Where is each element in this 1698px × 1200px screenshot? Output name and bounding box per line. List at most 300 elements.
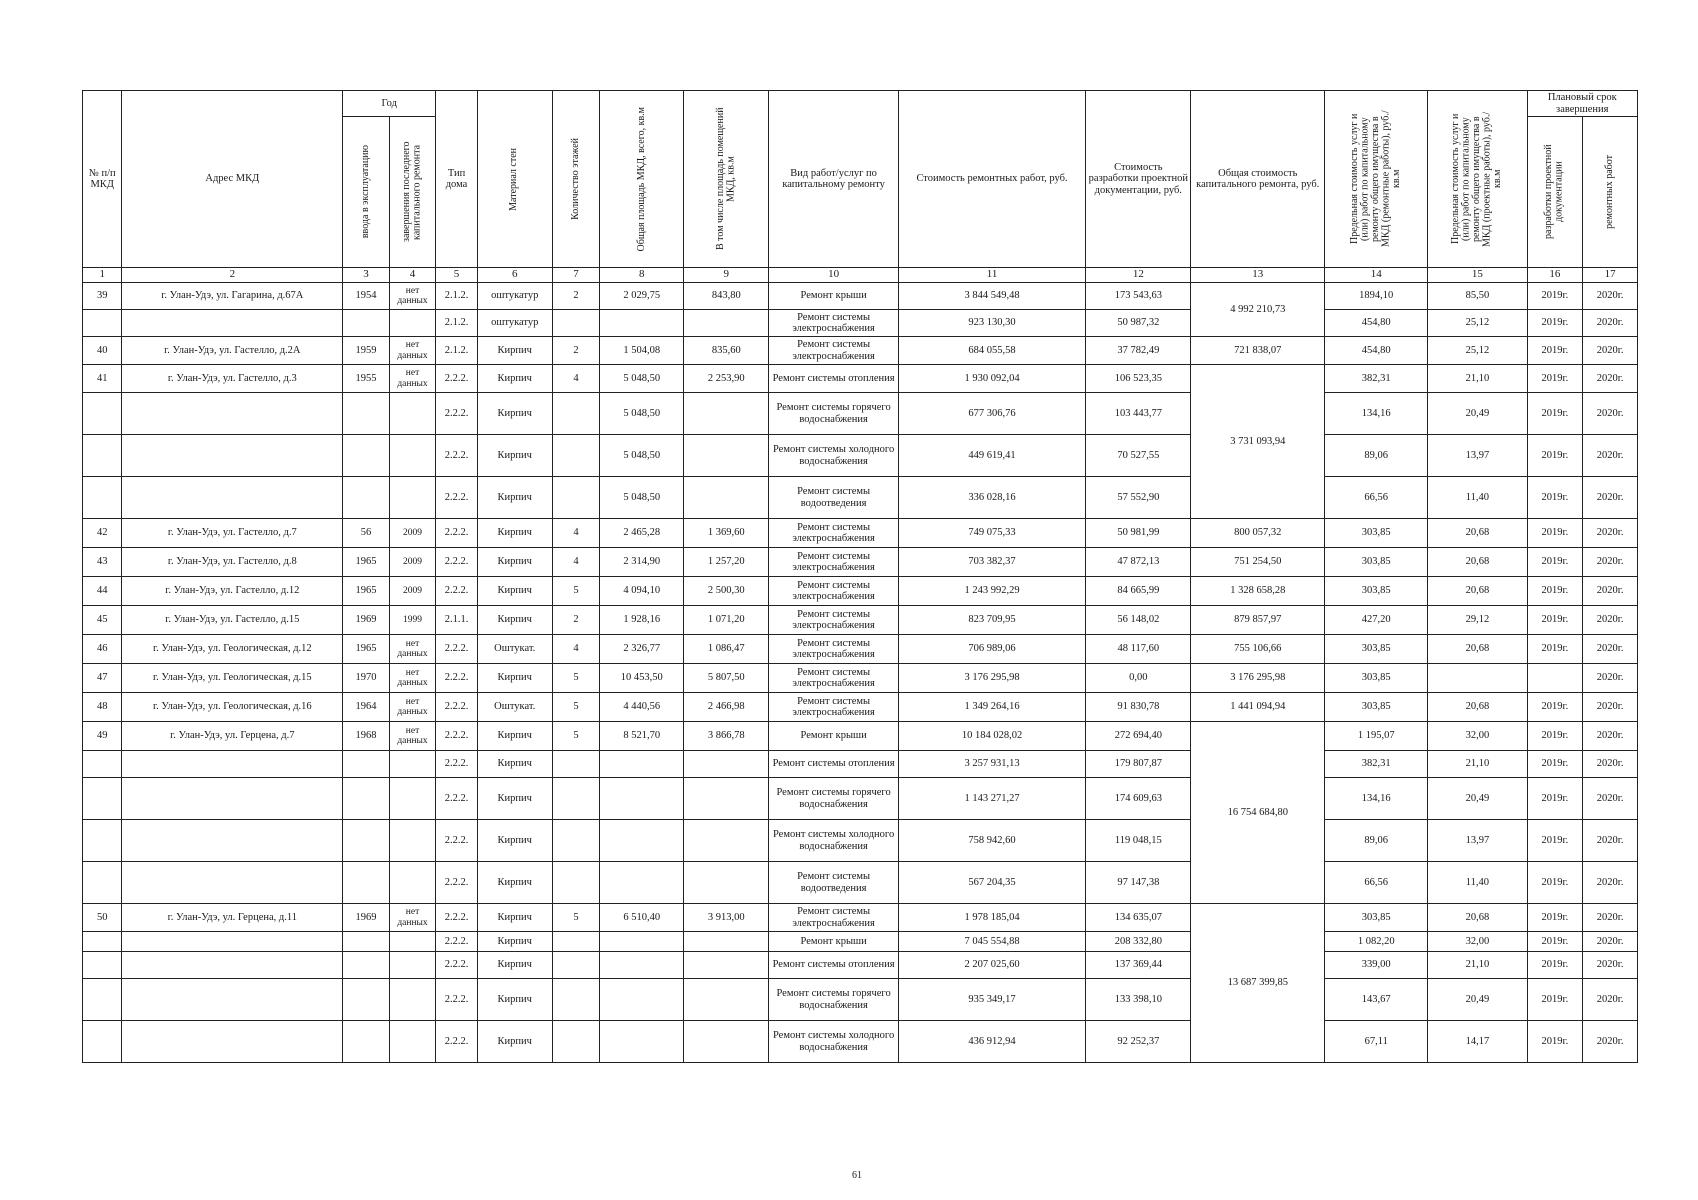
- cell-floors: 4: [552, 635, 600, 664]
- table-row: [83, 477, 1638, 519]
- cell-total-area: 2 029,75: [600, 283, 684, 310]
- cell-deadline-design: 2019г.: [1527, 519, 1583, 548]
- cell-premises-area: 1 369,60: [684, 519, 769, 548]
- cell-address: г. Улан-Удэ, ул. Гастелло, д.15: [122, 606, 343, 635]
- cell-house-type: 2.2.2.: [436, 778, 478, 820]
- cell-design-cost: 134 635,07: [1086, 904, 1191, 932]
- cell-address: г. Улан-Удэ, ул. Гастелло, д.3: [122, 365, 343, 393]
- cell-premises-area: [684, 310, 769, 337]
- column-number: 8: [600, 268, 684, 283]
- cell-total-area: [600, 751, 684, 778]
- cell-premises-area: 1 071,20: [684, 606, 769, 635]
- cell-house-type: 2.2.2.: [436, 932, 478, 952]
- header-house-type: Тип дома: [436, 91, 478, 268]
- cell-deadline-repair: 2020г.: [1583, 904, 1638, 932]
- cell-limit-repair: 303,85: [1325, 519, 1428, 548]
- cell-num: 47: [83, 664, 122, 693]
- cell-house-type: 2.2.2.: [436, 477, 478, 519]
- cell-deadline-design: [1527, 664, 1583, 693]
- cell-year-last-repair: 2009: [389, 577, 436, 606]
- cell-total-area: 5 048,50: [600, 393, 684, 435]
- cell-premises-area: [684, 820, 769, 862]
- cell-repair-cost: 567 204,35: [898, 862, 1085, 904]
- cell-address: [122, 932, 343, 952]
- cell-house-type: 2.2.2.: [436, 952, 478, 979]
- cell-address: г. Улан-Удэ, ул. Геологическая, д.12: [122, 635, 343, 664]
- cell-num: 48: [83, 693, 122, 722]
- cell-address: г. Улан-Удэ, ул. Гастелло, д.2А: [122, 337, 343, 365]
- cell-limit-design: 20,68: [1428, 635, 1527, 664]
- cell-repair-cost: 336 028,16: [898, 477, 1085, 519]
- table-row: [83, 365, 1638, 393]
- cell-address: [122, 393, 343, 435]
- cell-repair-cost: 677 306,76: [898, 393, 1085, 435]
- cell-address: г. Улан-Удэ, ул. Герцена, д.7: [122, 722, 343, 751]
- cell-year-commission: 1959: [343, 337, 390, 365]
- cell-floors: 2: [552, 283, 600, 310]
- cell-floors: [552, 820, 600, 862]
- cell-num: 49: [83, 722, 122, 751]
- cell-floors: 2: [552, 606, 600, 635]
- header-wall-material-text: Материал стен: [508, 147, 520, 211]
- column-number: 6: [477, 268, 552, 283]
- column-number: 5: [436, 268, 478, 283]
- table-row: [83, 393, 1638, 435]
- cell-num: [83, 477, 122, 519]
- cell-house-type: 2.2.2.: [436, 635, 478, 664]
- table-row: [83, 635, 1638, 664]
- cell-design-cost: 48 117,60: [1086, 635, 1191, 664]
- cell-total-cost: 13 687 399,85: [1191, 904, 1325, 1063]
- table-row: [83, 932, 1638, 952]
- table-row: [83, 778, 1638, 820]
- cell-num: 42: [83, 519, 122, 548]
- cell-limit-design: 11,40: [1428, 862, 1527, 904]
- cell-repair-cost: 758 942,60: [898, 820, 1085, 862]
- cell-design-cost: 174 609,63: [1086, 778, 1191, 820]
- cell-work-type: Ремонт крыши: [769, 932, 899, 952]
- cell-num: 43: [83, 548, 122, 577]
- cell-limit-design: 21,10: [1428, 365, 1527, 393]
- cell-total-cost: 800 057,32: [1191, 519, 1325, 548]
- cell-wall-material: Кирпич: [477, 519, 552, 548]
- cell-design-cost: 272 694,40: [1086, 722, 1191, 751]
- cell-deadline-repair: 2020г.: [1583, 1021, 1638, 1063]
- cell-deadline-repair: 2020г.: [1583, 519, 1638, 548]
- cell-limit-repair: 1 195,07: [1325, 722, 1428, 751]
- cell-year-last-repair: нет данных: [389, 337, 436, 365]
- cell-deadline-repair: 2020г.: [1583, 577, 1638, 606]
- cell-work-type: Ремонт системы электроснабжения: [769, 519, 899, 548]
- cell-limit-repair: 66,56: [1325, 477, 1428, 519]
- cell-total-area: [600, 1021, 684, 1063]
- cell-repair-cost: 3 257 931,13: [898, 751, 1085, 778]
- cell-total-area: 5 048,50: [600, 477, 684, 519]
- cell-limit-repair: 303,85: [1325, 577, 1428, 606]
- cell-limit-design: 32,00: [1428, 722, 1527, 751]
- cell-address: [122, 477, 343, 519]
- header-limit-repair-text: Предельная стоимость услуг и (или) работ по капитальному ремонту общего имущества в МКД (ремонтные работы), руб./кв.м: [1348, 110, 1402, 248]
- cell-floors: [552, 778, 600, 820]
- cell-limit-design: 14,17: [1428, 1021, 1527, 1063]
- cell-deadline-design: 2019г.: [1527, 577, 1583, 606]
- cell-design-cost: 0,00: [1086, 664, 1191, 693]
- cell-house-type: 2.1.2.: [436, 337, 478, 365]
- header-premises-area: [684, 91, 769, 268]
- cell-limit-design: 20,49: [1428, 979, 1527, 1021]
- cell-premises-area: 3 866,78: [684, 722, 769, 751]
- cell-floors: [552, 435, 600, 477]
- cell-total-area: 2 465,28: [600, 519, 684, 548]
- table-row: [83, 751, 1638, 778]
- cell-num: [83, 310, 122, 337]
- cell-year-commission: 1955: [343, 365, 390, 393]
- cell-deadline-design: 2019г.: [1527, 693, 1583, 722]
- cell-deadline-design: 2019г.: [1527, 862, 1583, 904]
- cell-floors: 5: [552, 577, 600, 606]
- cell-total-area: [600, 932, 684, 952]
- cell-limit-repair: 303,85: [1325, 664, 1428, 693]
- cell-deadline-repair: 2020г.: [1583, 693, 1638, 722]
- cell-deadline-design: 2019г.: [1527, 548, 1583, 577]
- cell-deadline-repair: 2020г.: [1583, 310, 1638, 337]
- cell-floors: [552, 477, 600, 519]
- cell-deadline-repair: 2020г.: [1583, 722, 1638, 751]
- cell-total-cost: 755 106,66: [1191, 635, 1325, 664]
- header-year-commission-text: ввода в эксплуатацию: [359, 145, 371, 239]
- cell-premises-area: [684, 477, 769, 519]
- header-year-group: Год: [343, 91, 436, 117]
- cell-deadline-design: 2019г.: [1527, 932, 1583, 952]
- cell-limit-design: 11,40: [1428, 477, 1527, 519]
- cell-deadline-repair: 2020г.: [1583, 862, 1638, 904]
- cell-premises-area: 835,60: [684, 337, 769, 365]
- cell-limit-repair: 303,85: [1325, 693, 1428, 722]
- cell-address: г. Улан-Удэ, ул. Герцена, д.11: [122, 904, 343, 932]
- column-number: 1: [83, 268, 122, 283]
- cell-num: 46: [83, 635, 122, 664]
- cell-year-commission: [343, 477, 390, 519]
- cell-total-area: 5 048,50: [600, 365, 684, 393]
- cell-year-last-repair: нет данных: [389, 693, 436, 722]
- cell-limit-repair: 89,06: [1325, 435, 1428, 477]
- cell-design-cost: 56 148,02: [1086, 606, 1191, 635]
- table-row: [83, 548, 1638, 577]
- cell-total-cost: 3 176 295,98: [1191, 664, 1325, 693]
- cell-house-type: 2.2.2.: [436, 904, 478, 932]
- cell-premises-area: 2 466,98: [684, 693, 769, 722]
- table-row: [83, 904, 1638, 932]
- cell-year-last-repair: [389, 751, 436, 778]
- header-year-commission: [343, 117, 390, 268]
- cell-num: [83, 751, 122, 778]
- cell-floors: 5: [552, 904, 600, 932]
- cell-deadline-repair: 2020г.: [1583, 606, 1638, 635]
- cell-year-last-repair: [389, 778, 436, 820]
- header-num: № п/п МКД: [83, 91, 122, 268]
- cell-limit-design: 21,10: [1428, 952, 1527, 979]
- cell-year-commission: [343, 1021, 390, 1063]
- table-row: [83, 693, 1638, 722]
- cell-design-cost: 57 552,90: [1086, 477, 1191, 519]
- cell-limit-design: 20,68: [1428, 693, 1527, 722]
- cell-total-area: 1 504,08: [600, 337, 684, 365]
- cell-limit-repair: 427,20: [1325, 606, 1428, 635]
- cell-work-type: Ремонт системы горячего водоснабжения: [769, 778, 899, 820]
- cell-work-type: Ремонт системы электроснабжения: [769, 548, 899, 577]
- cell-year-last-repair: нет данных: [389, 635, 436, 664]
- cell-repair-cost: 10 184 028,02: [898, 722, 1085, 751]
- cell-limit-design: 20,68: [1428, 904, 1527, 932]
- cell-wall-material: Оштукат.: [477, 693, 552, 722]
- header-deadline-design: [1527, 117, 1583, 268]
- header-repair-cost: Стоимость ремонтных работ, руб.: [898, 91, 1085, 268]
- cell-work-type: Ремонт системы отопления: [769, 751, 899, 778]
- cell-limit-repair: 303,85: [1325, 904, 1428, 932]
- header-premises-area-text: В том числе площадь помещений МКД, кв.м: [714, 107, 737, 251]
- cell-deadline-design: 2019г.: [1527, 337, 1583, 365]
- cell-design-cost: 47 872,13: [1086, 548, 1191, 577]
- cell-floors: [552, 979, 600, 1021]
- cell-repair-cost: 2 207 025,60: [898, 952, 1085, 979]
- header-limit-repair: [1325, 91, 1428, 268]
- cell-num: 40: [83, 337, 122, 365]
- cell-premises-area: [684, 393, 769, 435]
- cell-year-commission: [343, 310, 390, 337]
- cell-deadline-design: 2019г.: [1527, 778, 1583, 820]
- cell-num: [83, 979, 122, 1021]
- cell-premises-area: 5 807,50: [684, 664, 769, 693]
- cell-premises-area: [684, 932, 769, 952]
- cell-wall-material: Кирпич: [477, 862, 552, 904]
- cell-house-type: 2.1.2.: [436, 283, 478, 310]
- cell-wall-material: Кирпич: [477, 435, 552, 477]
- cell-year-last-repair: нет данных: [389, 722, 436, 751]
- cell-year-commission: [343, 435, 390, 477]
- cell-house-type: 2.2.2.: [436, 820, 478, 862]
- cell-wall-material: Кирпич: [477, 365, 552, 393]
- cell-deadline-design: 2019г.: [1527, 310, 1583, 337]
- cell-year-last-repair: нет данных: [389, 283, 436, 310]
- cell-wall-material: Кирпич: [477, 952, 552, 979]
- cell-total-cost: 879 857,97: [1191, 606, 1325, 635]
- cell-house-type: 2.2.2.: [436, 979, 478, 1021]
- cell-wall-material: Кирпич: [477, 477, 552, 519]
- cell-floors: 4: [552, 365, 600, 393]
- cell-year-commission: [343, 778, 390, 820]
- cell-work-type: Ремонт системы водоотведения: [769, 862, 899, 904]
- cell-address: [122, 435, 343, 477]
- cell-premises-area: [684, 952, 769, 979]
- cell-house-type: 2.2.2.: [436, 435, 478, 477]
- column-number: 14: [1325, 268, 1428, 283]
- cell-total-area: 1 928,16: [600, 606, 684, 635]
- cell-limit-design: 13,97: [1428, 820, 1527, 862]
- cell-limit-design: 20,68: [1428, 519, 1527, 548]
- cell-year-last-repair: нет данных: [389, 365, 436, 393]
- cell-house-type: 2.2.2.: [436, 519, 478, 548]
- cell-address: г. Улан-Удэ, ул. Гагарина, д.67А: [122, 283, 343, 310]
- cell-deadline-repair: 2020г.: [1583, 283, 1638, 310]
- cell-work-type: Ремонт системы электроснабжения: [769, 606, 899, 635]
- cell-total-area: [600, 862, 684, 904]
- cell-address: [122, 952, 343, 979]
- cell-wall-material: Кирпич: [477, 904, 552, 932]
- cell-premises-area: 843,80: [684, 283, 769, 310]
- cell-limit-repair: 134,16: [1325, 393, 1428, 435]
- cell-total-area: [600, 820, 684, 862]
- cell-total-area: 6 510,40: [600, 904, 684, 932]
- cell-work-type: Ремонт системы отопления: [769, 365, 899, 393]
- cell-limit-design: 25,12: [1428, 310, 1527, 337]
- cell-design-cost: 50 987,32: [1086, 310, 1191, 337]
- header-design-cost: Стоимость разработки проектной документации, руб.: [1086, 91, 1191, 268]
- cell-repair-cost: 706 989,06: [898, 635, 1085, 664]
- table-row: [83, 337, 1638, 365]
- cell-work-type: Ремонт системы отопления: [769, 952, 899, 979]
- header-year-last-repair-text: завершения последнего капитального ремонта: [401, 141, 423, 243]
- cell-house-type: 2.2.2.: [436, 862, 478, 904]
- cell-deadline-design: 2019г.: [1527, 820, 1583, 862]
- header-floors: [552, 91, 600, 268]
- cell-floors: [552, 310, 600, 337]
- cell-address: [122, 979, 343, 1021]
- cell-house-type: 2.2.2.: [436, 1021, 478, 1063]
- cell-deadline-design: 2019г.: [1527, 635, 1583, 664]
- cell-num: [83, 862, 122, 904]
- cell-house-type: 2.2.2.: [436, 548, 478, 577]
- cell-design-cost: 179 807,87: [1086, 751, 1191, 778]
- cell-floors: 5: [552, 722, 600, 751]
- cell-num: [83, 820, 122, 862]
- cell-limit-repair: 303,85: [1325, 548, 1428, 577]
- cell-repair-cost: 823 709,95: [898, 606, 1085, 635]
- cell-total-cost: 721 838,07: [1191, 337, 1325, 365]
- cell-deadline-design: 2019г.: [1527, 952, 1583, 979]
- cell-limit-design: [1428, 664, 1527, 693]
- cell-num: [83, 932, 122, 952]
- cell-wall-material: Оштукат.: [477, 635, 552, 664]
- cell-floors: [552, 393, 600, 435]
- header-deadline-repair-text: ремонтных работ: [1603, 155, 1615, 229]
- cell-deadline-repair: 2020г.: [1583, 393, 1638, 435]
- cell-year-commission: 1970: [343, 664, 390, 693]
- cell-total-area: 4 440,56: [600, 693, 684, 722]
- cell-address: [122, 820, 343, 862]
- cell-total-area: [600, 952, 684, 979]
- cell-wall-material: Кирпич: [477, 606, 552, 635]
- cell-address: г. Улан-Удэ, ул. Гастелло, д.7: [122, 519, 343, 548]
- cell-year-commission: 1969: [343, 904, 390, 932]
- cell-num: 41: [83, 365, 122, 393]
- cell-wall-material: Кирпич: [477, 778, 552, 820]
- cell-num: [83, 1021, 122, 1063]
- cell-premises-area: 1 086,47: [684, 635, 769, 664]
- column-number: 3: [343, 268, 390, 283]
- column-number: 12: [1086, 268, 1191, 283]
- cell-wall-material: оштукатур: [477, 310, 552, 337]
- cell-work-type: Ремонт крыши: [769, 283, 899, 310]
- cell-work-type: Ремонт системы горячего водоснабжения: [769, 979, 899, 1021]
- cell-deadline-design: 2019г.: [1527, 365, 1583, 393]
- cell-limit-repair: 67,11: [1325, 1021, 1428, 1063]
- header-total-cost: Общая стоимость капитального ремонта, руб.: [1191, 91, 1325, 268]
- cell-year-last-repair: [389, 820, 436, 862]
- cell-premises-area: 2 500,30: [684, 577, 769, 606]
- cell-deadline-repair: 2020г.: [1583, 365, 1638, 393]
- cell-year-last-repair: [389, 952, 436, 979]
- cell-total-area: 8 521,70: [600, 722, 684, 751]
- cell-floors: 4: [552, 548, 600, 577]
- column-number: 10: [769, 268, 899, 283]
- cell-deadline-design: 2019г.: [1527, 904, 1583, 932]
- cell-design-cost: 208 332,80: [1086, 932, 1191, 952]
- cell-limit-design: 85,50: [1428, 283, 1527, 310]
- cell-year-commission: 1954: [343, 283, 390, 310]
- table-row: [83, 606, 1638, 635]
- cell-year-commission: 1965: [343, 548, 390, 577]
- cell-address: [122, 778, 343, 820]
- cell-deadline-design: 2019г.: [1527, 606, 1583, 635]
- cell-address: г. Улан-Удэ, ул. Гастелло, д.8: [122, 548, 343, 577]
- cell-year-last-repair: 2009: [389, 548, 436, 577]
- cell-floors: 2: [552, 337, 600, 365]
- cell-deadline-repair: 2020г.: [1583, 778, 1638, 820]
- cell-total-cost: 751 254,50: [1191, 548, 1325, 577]
- cell-limit-repair: 1894,10: [1325, 283, 1428, 310]
- cell-year-last-repair: [389, 932, 436, 952]
- cell-num: 44: [83, 577, 122, 606]
- cell-deadline-repair: 2020г.: [1583, 635, 1638, 664]
- table-row: [83, 952, 1638, 979]
- cell-work-type: Ремонт крыши: [769, 722, 899, 751]
- cell-wall-material: Кирпич: [477, 820, 552, 862]
- table-row: [83, 1021, 1638, 1063]
- cell-total-area: [600, 310, 684, 337]
- cell-total-area: 2 326,77: [600, 635, 684, 664]
- cell-year-last-repair: [389, 310, 436, 337]
- column-number: 11: [898, 268, 1085, 283]
- cell-repair-cost: 749 075,33: [898, 519, 1085, 548]
- cell-house-type: 2.2.2.: [436, 577, 478, 606]
- cell-total-cost: 4 992 210,73: [1191, 283, 1325, 337]
- table-row: [83, 820, 1638, 862]
- cell-address: [122, 310, 343, 337]
- header-year-last-repair: [389, 117, 436, 268]
- cell-premises-area: [684, 778, 769, 820]
- cell-num: [83, 435, 122, 477]
- cell-repair-cost: 1 243 992,29: [898, 577, 1085, 606]
- table-row: [83, 664, 1638, 693]
- column-number-row: [83, 268, 1638, 283]
- cell-wall-material: оштукатур: [477, 283, 552, 310]
- cell-deadline-repair: 2020г.: [1583, 435, 1638, 477]
- cell-year-last-repair: [389, 393, 436, 435]
- cell-wall-material: Кирпич: [477, 751, 552, 778]
- table-row: [83, 519, 1638, 548]
- header-limit-design: [1428, 91, 1527, 268]
- cell-total-cost: 1 441 094,94: [1191, 693, 1325, 722]
- cell-design-cost: 119 048,15: [1086, 820, 1191, 862]
- cell-house-type: 2.2.2.: [436, 751, 478, 778]
- cell-limit-repair: 339,00: [1325, 952, 1428, 979]
- cell-work-type: Ремонт системы электроснабжения: [769, 904, 899, 932]
- cell-floors: 5: [552, 693, 600, 722]
- cell-total-area: 4 094,10: [600, 577, 684, 606]
- cell-design-cost: 91 830,78: [1086, 693, 1191, 722]
- cell-limit-repair: 303,85: [1325, 635, 1428, 664]
- cell-repair-cost: 703 382,37: [898, 548, 1085, 577]
